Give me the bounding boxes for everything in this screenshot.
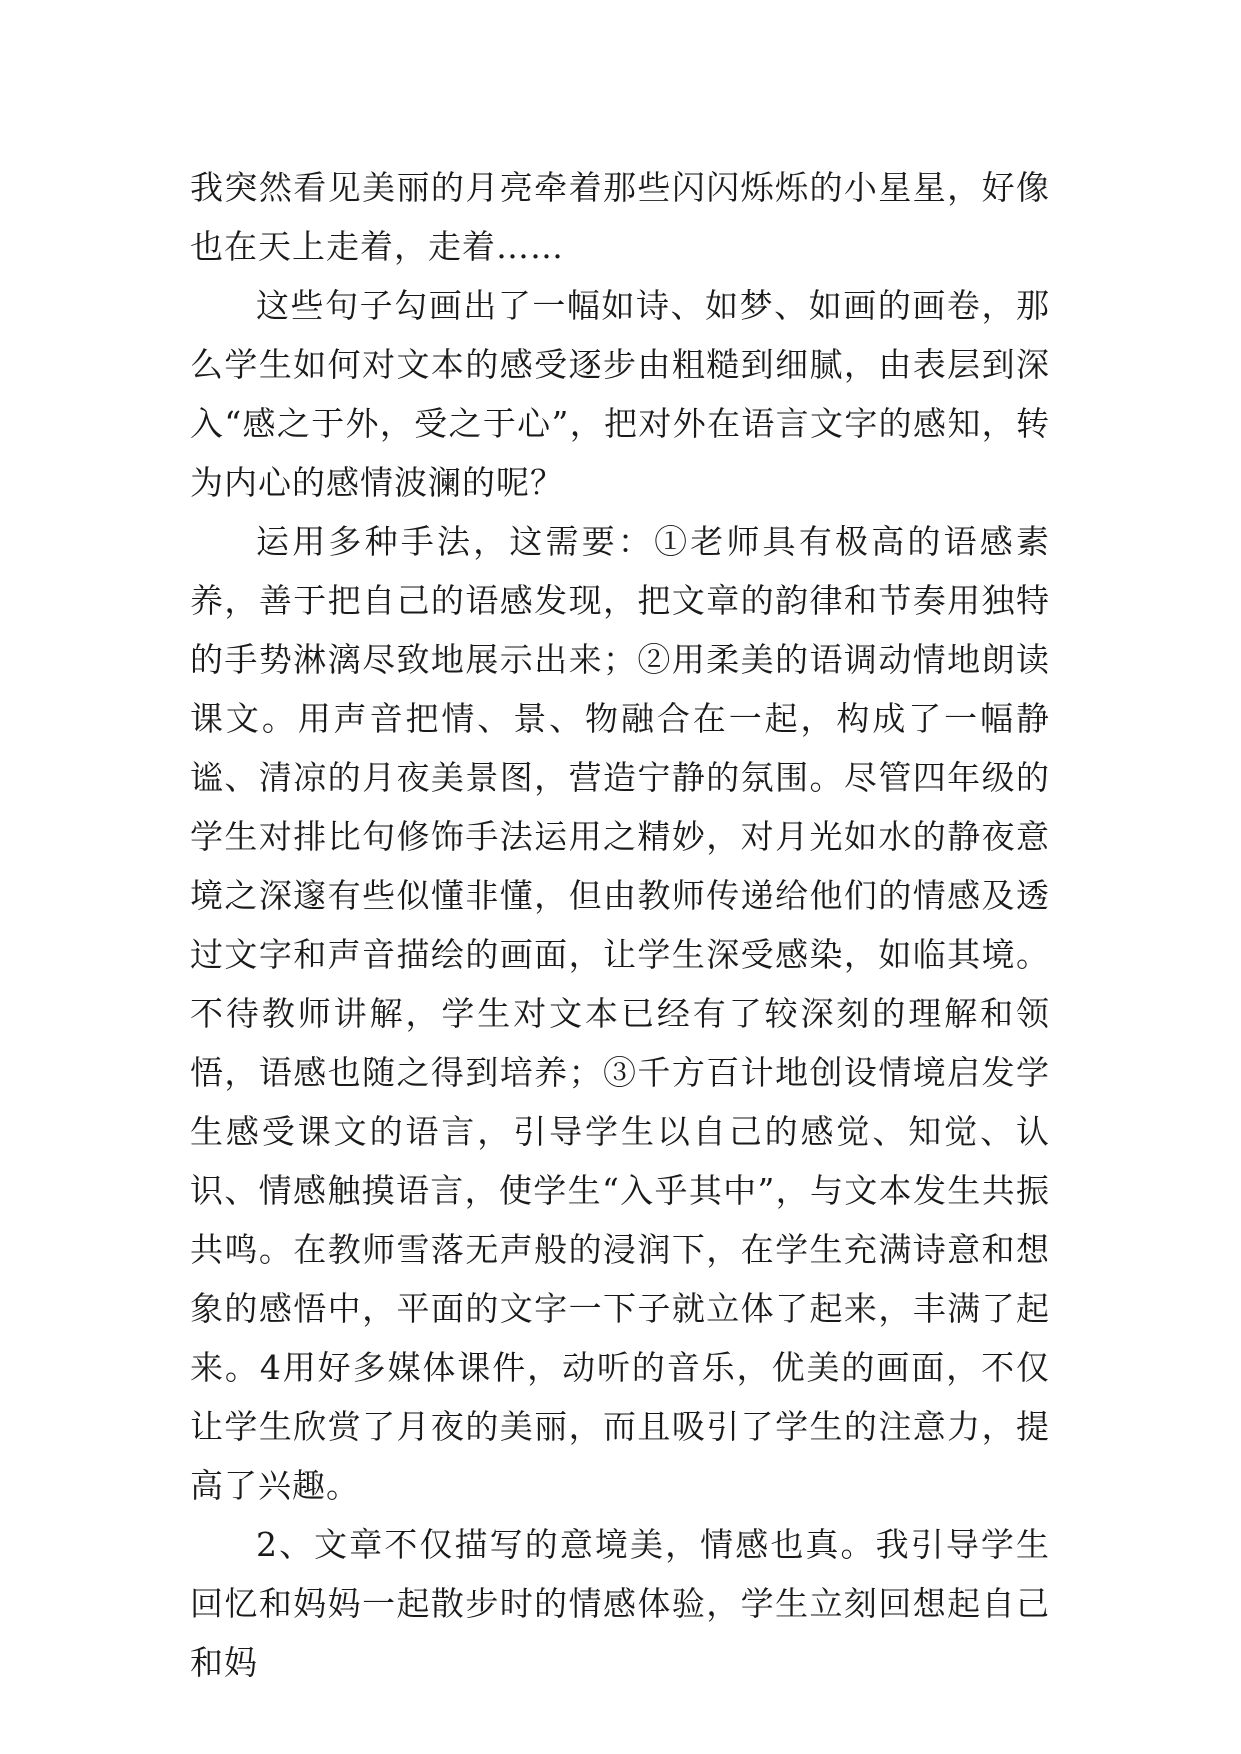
paragraph-1: 我突然看见美丽的月亮牵着那些闪闪烁烁的小星星，好像也在天上走着，走着…… (190, 168, 1050, 266)
paragraph-3: 运用多种手法，这需要：①老师具有极高的语感素养，善于把自己的语感发现，把文章的韵律和节奏用独特的手势淋漓尽致地展示出来；②用柔美的语调动情地朗读课文。用声音把情、景、物融合在一起，构成了一幅静谧、清凉的月夜美景图，营造宁静的氛围。尽管四年级的学生对排比句修饰手法运用之精妙，对月光如水的静夜意境之深邃有些似懂非懂，但由教师传递给他们的情感及透过文字和声音描绘的画面，让学生深受感染，如临其境。不待教师讲解，学生对文本已经有了较深刻的理解和领悟，语感也随之得到培养；③千方百计地创设情境启发学生感受课文的语言，引导学生以自己的感觉、知觉、认识、情感触摸语言，使学生“入乎其中”，与文本发生共振共鸣。在教师雪落无声般的浸润下，在学生充满诗意和想象的感悟中，平面的文字一下子就立体了起来，丰满了起来。4用好多媒体课件，动听的音乐，优美的画面，不仅让学生欣赏了月夜的美丽，而且吸引了学生的注意力，提高了兴趣。 (190, 522, 1050, 1505)
paragraph-4: 2、文章不仅描写的意境美，情感也真。我引导学生回忆和妈妈一起散步时的情感体验，学生立刻回想起自己和妈 (190, 1525, 1050, 1682)
body-text (190, 158, 1050, 1692)
paragraph-2: 这些句子勾画出了一幅如诗、如梦、如画的画卷，那么学生如何对文本的感受逐步由粗糙到细腻，由表层到深入“感之于外，受之于心”，把对外在语言文字的感知，转为内心的感情波澜的呢？ (190, 286, 1050, 502)
